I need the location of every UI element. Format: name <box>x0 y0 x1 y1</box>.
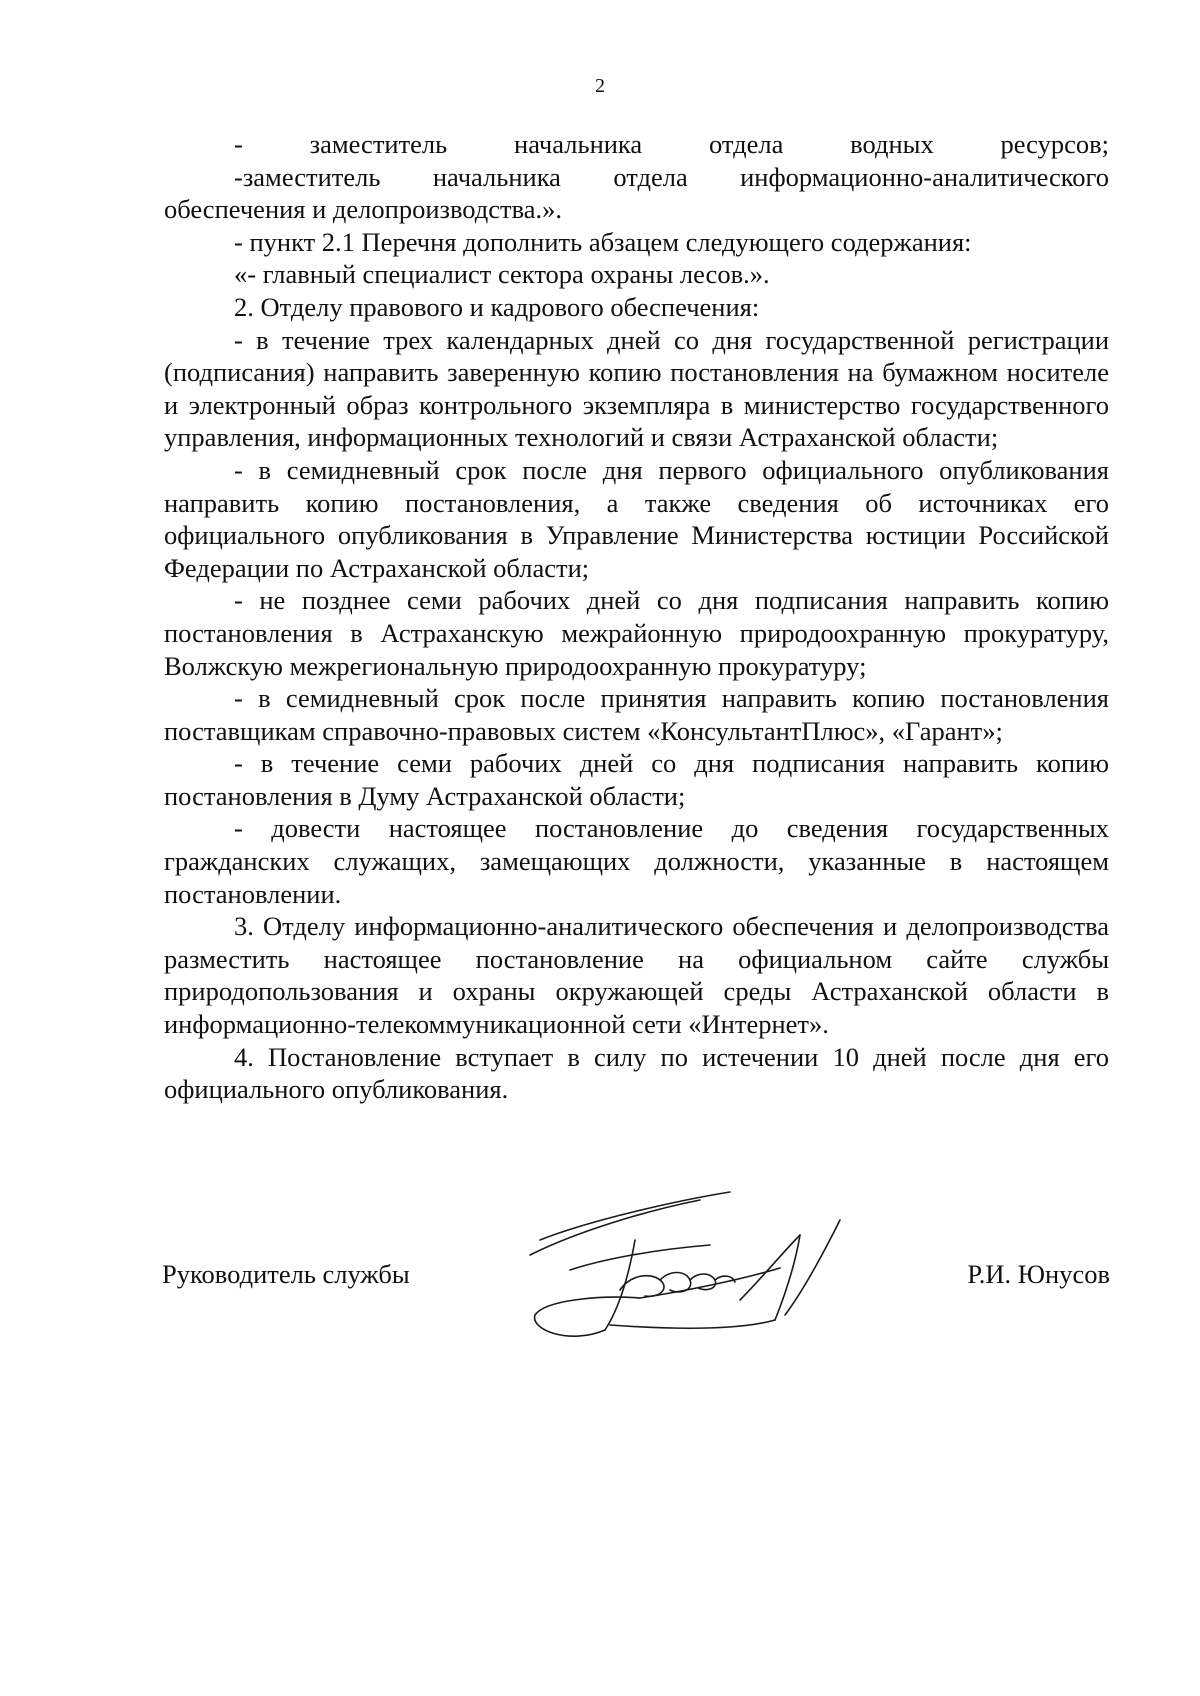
paragraph-item-2-registration: - в течение трех календарных дней со дня государственной регистрации (подписания) направить заверенную копию постановления на бумажном носителе и электронный образ контрольного экземпляра в министерство государственного управления, информационных технологий и связи Астраханской области; <box>164 324 1109 453</box>
paragraph-item-2-ministry-justice: - в семидневный срок после дня первого официального опубликования направить копию постановления, а также сведения об источниках его официального опубликования в Управление Министерства юстиции Российской Федерации по Астраханской области; <box>164 454 1109 583</box>
signatory-title: Руководитель службы <box>162 1259 410 1289</box>
paragraph-item-4: 4. Постановление вступает в силу по истечении 10 дней после дня его официального опубликования. <box>164 1041 1109 1105</box>
paragraph-forest-specialist: «- главный специалист сектора охраны лесов.». <box>234 259 770 290</box>
paragraph-deputy-it-department: -заместитель начальника отдела информационно-аналитического обеспечения и делопроизводства.». <box>164 161 1109 225</box>
paragraph-item-2-prosecutor: - не позднее семи рабочих дней со дня подписания направить копию постановления в Астраханскую межрайонную природоохранную прокуратуру, Волжскую межрегиональную природоохранную прокуратуру; <box>164 585 1109 681</box>
page-number: 2 <box>595 75 605 97</box>
signatory-name: Р.И. Юнусов <box>967 1259 1110 1289</box>
paragraph-item-2-employees: - довести настоящее постановление до сведения государственных гражданских служащих, замещающих должности, указанные в настоящем постановлении. <box>164 813 1109 909</box>
paragraph-item-2-duma: - в течение семи рабочих дней со дня подписания направить копию постановления в Думу Астраханской области; <box>164 748 1109 811</box>
paragraph-item-3: 3. Отделу информационно-аналитического обеспечения и делопроизводства разместить настоящее постановление на официальном сайте службы природопользования и охраны окружающей среды Астраханской области в информационно-телекоммуникационной сети «Интернет». <box>164 911 1109 1040</box>
signature-block <box>162 1258 1110 1298</box>
paragraph-clause-2-1: - пункт 2.1 Перечня дополнить абзацем следующего содержания: <box>234 226 972 257</box>
paragraph-item-2: 2. Отделу правового и кадрового обеспечения: <box>234 291 760 322</box>
paragraph-item-2-legal-systems: - в семидневный срок после принятия направить копию постановления поставщикам справочно-правовых систем «КонсультантПлюс», «Гарант»; <box>164 683 1109 746</box>
paragraph-deputy-water-resources: - заместитель начальника отдела водных ресурсов; <box>234 129 1109 159</box>
document-body <box>164 128 1109 1106</box>
